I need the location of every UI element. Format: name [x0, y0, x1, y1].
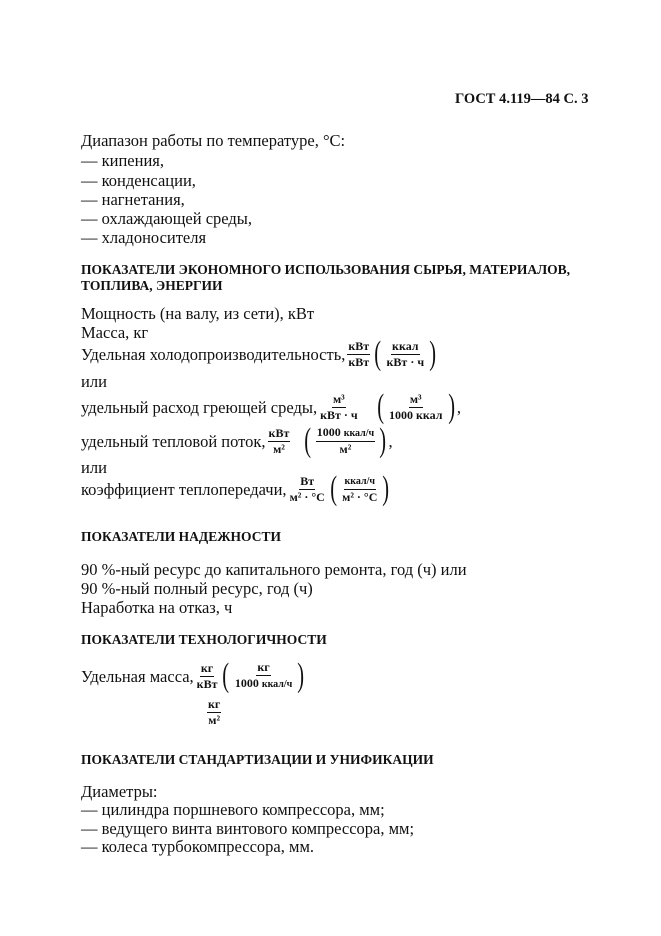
- alt-unit-group: [375, 390, 457, 424]
- close-paren: ): [382, 470, 390, 507]
- unit-fraction: [316, 426, 376, 456]
- fraction-numerator: м³: [333, 391, 345, 406]
- fraction-numerator: кВт: [348, 338, 370, 353]
- heating-medium-line: [81, 390, 461, 424]
- close-paren: ): [297, 657, 305, 694]
- fraction-denominator: кВт: [348, 354, 370, 369]
- alt-unit-group: [302, 424, 388, 458]
- unit-fraction: [341, 475, 378, 504]
- fraction-numerator: кг: [200, 660, 214, 675]
- list-item: — хладоносителя: [81, 228, 207, 247]
- standardization-heading: ПОКАЗАТЕЛИ СТАНДАРТИЗАЦИИ И УНИФИКАЦИИ: [81, 752, 434, 767]
- list-item: — кипения,: [81, 151, 164, 170]
- unit-fraction: [207, 698, 221, 727]
- cooling-capacity-label: Удельная холодопроизводительность,: [81, 344, 346, 364]
- specific-mass-area-unit: [205, 698, 223, 727]
- heat-flux-label: удельный тепловой поток,: [81, 431, 266, 451]
- close-paren: ): [379, 422, 387, 459]
- list-item: — цилиндра поршневого компрессора, мм;: [81, 800, 385, 819]
- fraction-denominator: м²: [273, 441, 285, 456]
- fraction-numerator: кг: [208, 697, 221, 711]
- fraction-numerator: ккал/ч: [344, 475, 377, 490]
- diameters-title: Диаметры:: [81, 782, 158, 801]
- numerator-unit: ккал/ч: [343, 428, 375, 439]
- fraction-denominator: кВт · ч: [320, 407, 358, 422]
- open-paren: (: [376, 388, 384, 425]
- cooling-capacity-line: [81, 337, 438, 371]
- temperature-range-title: Диапазон работы по температуре, °С:: [81, 131, 346, 150]
- list-item: — ведущего винта винтового компрессора, мм;: [81, 819, 415, 838]
- alt-unit-group: [328, 472, 392, 506]
- heat-flux-line: [81, 424, 393, 458]
- list-item: — охлаждающей среды,: [81, 209, 252, 228]
- close-paren: ): [429, 335, 437, 372]
- list-item: — колеса турбокомпрессора, мм.: [81, 837, 315, 856]
- fraction-numerator: кг: [257, 660, 270, 674]
- list-item: — конденсации,: [81, 171, 196, 190]
- alt-unit-group: [372, 337, 438, 371]
- fraction-denominator: м²: [208, 713, 221, 727]
- unit-fraction: [347, 340, 370, 369]
- denominator-value: 1000: [234, 676, 259, 690]
- list-item: — нагнетания,: [81, 190, 185, 209]
- unit-fraction: [289, 475, 326, 504]
- fraction-denominator: м² · °С: [289, 489, 325, 504]
- heating-medium-label: удельный расход греющей среды,: [81, 397, 318, 417]
- fraction-numerator: [316, 426, 376, 442]
- document-header: ГОСТ 4.119—84 С. 3: [455, 91, 589, 107]
- fraction-denominator: м²: [339, 442, 352, 456]
- fraction-numerator: кВт: [268, 425, 290, 440]
- separator-comma: ,: [388, 431, 393, 451]
- fraction-numerator: м³: [409, 391, 422, 406]
- specific-mass-line: [81, 659, 307, 693]
- fraction-denominator: м² · °С: [342, 489, 378, 504]
- fraction-denominator: [234, 676, 294, 691]
- manufacturability-heading: ПОКАЗАТЕЛИ ТЕХНОЛОГИЧНОСТИ: [81, 632, 327, 647]
- heat-transfer-line: [81, 472, 392, 506]
- close-paren: ): [447, 388, 455, 425]
- fraction-numerator: Вт: [300, 473, 315, 488]
- economy-heading-line1: ПОКАЗАТЕЛИ ЭКОНОМНОГО ИСПОЛЬЗОВАНИЯ СЫРЬЯ, МАТЕРИАЛОВ,: [81, 262, 571, 277]
- unit-fraction: [268, 427, 291, 456]
- specific-mass-label: Удельная масса,: [81, 666, 194, 686]
- unit-fraction: [388, 393, 443, 422]
- alt-unit-group: [220, 659, 306, 693]
- reliability-heading: ПОКАЗАТЕЛИ НАДЕЖНОСТИ: [81, 529, 281, 544]
- reliability-line: Наработка на отказ, ч: [81, 598, 233, 617]
- open-paren: (: [222, 657, 230, 694]
- mass-line: Масса, кг: [81, 323, 149, 342]
- reliability-line: 90 %-ный ресурс до капитального ремонта, год (ч) или: [81, 560, 467, 579]
- separator-comma: ,: [456, 397, 461, 417]
- open-paren: (: [374, 335, 382, 372]
- unit-fraction: [319, 393, 359, 422]
- unit-fraction: [386, 340, 426, 369]
- denominator-unit: ккал/ч: [261, 679, 293, 690]
- fraction-numerator: ккал: [392, 338, 419, 353]
- economy-heading-line2: ТОПЛИВА, ЭНЕРГИИ: [81, 278, 223, 293]
- open-paren: (: [304, 422, 312, 459]
- fraction-denominator: кВт · ч: [386, 354, 425, 369]
- unit-fraction: [234, 661, 294, 691]
- heat-transfer-label: коэффициент теплопередачи,: [81, 479, 287, 499]
- fraction-denominator: кВт: [196, 676, 218, 691]
- or-line: или: [81, 372, 107, 391]
- or-line: или: [81, 458, 107, 477]
- reliability-line: 90 %-ный полный ресурс, год (ч): [81, 579, 313, 598]
- fraction-denominator: 1000 ккал: [389, 407, 443, 422]
- open-paren: (: [330, 470, 337, 507]
- numerator-value: 1000: [316, 425, 341, 439]
- power-line: Мощность (на валу, из сети), кВт: [81, 304, 315, 323]
- unit-fraction: [196, 662, 219, 691]
